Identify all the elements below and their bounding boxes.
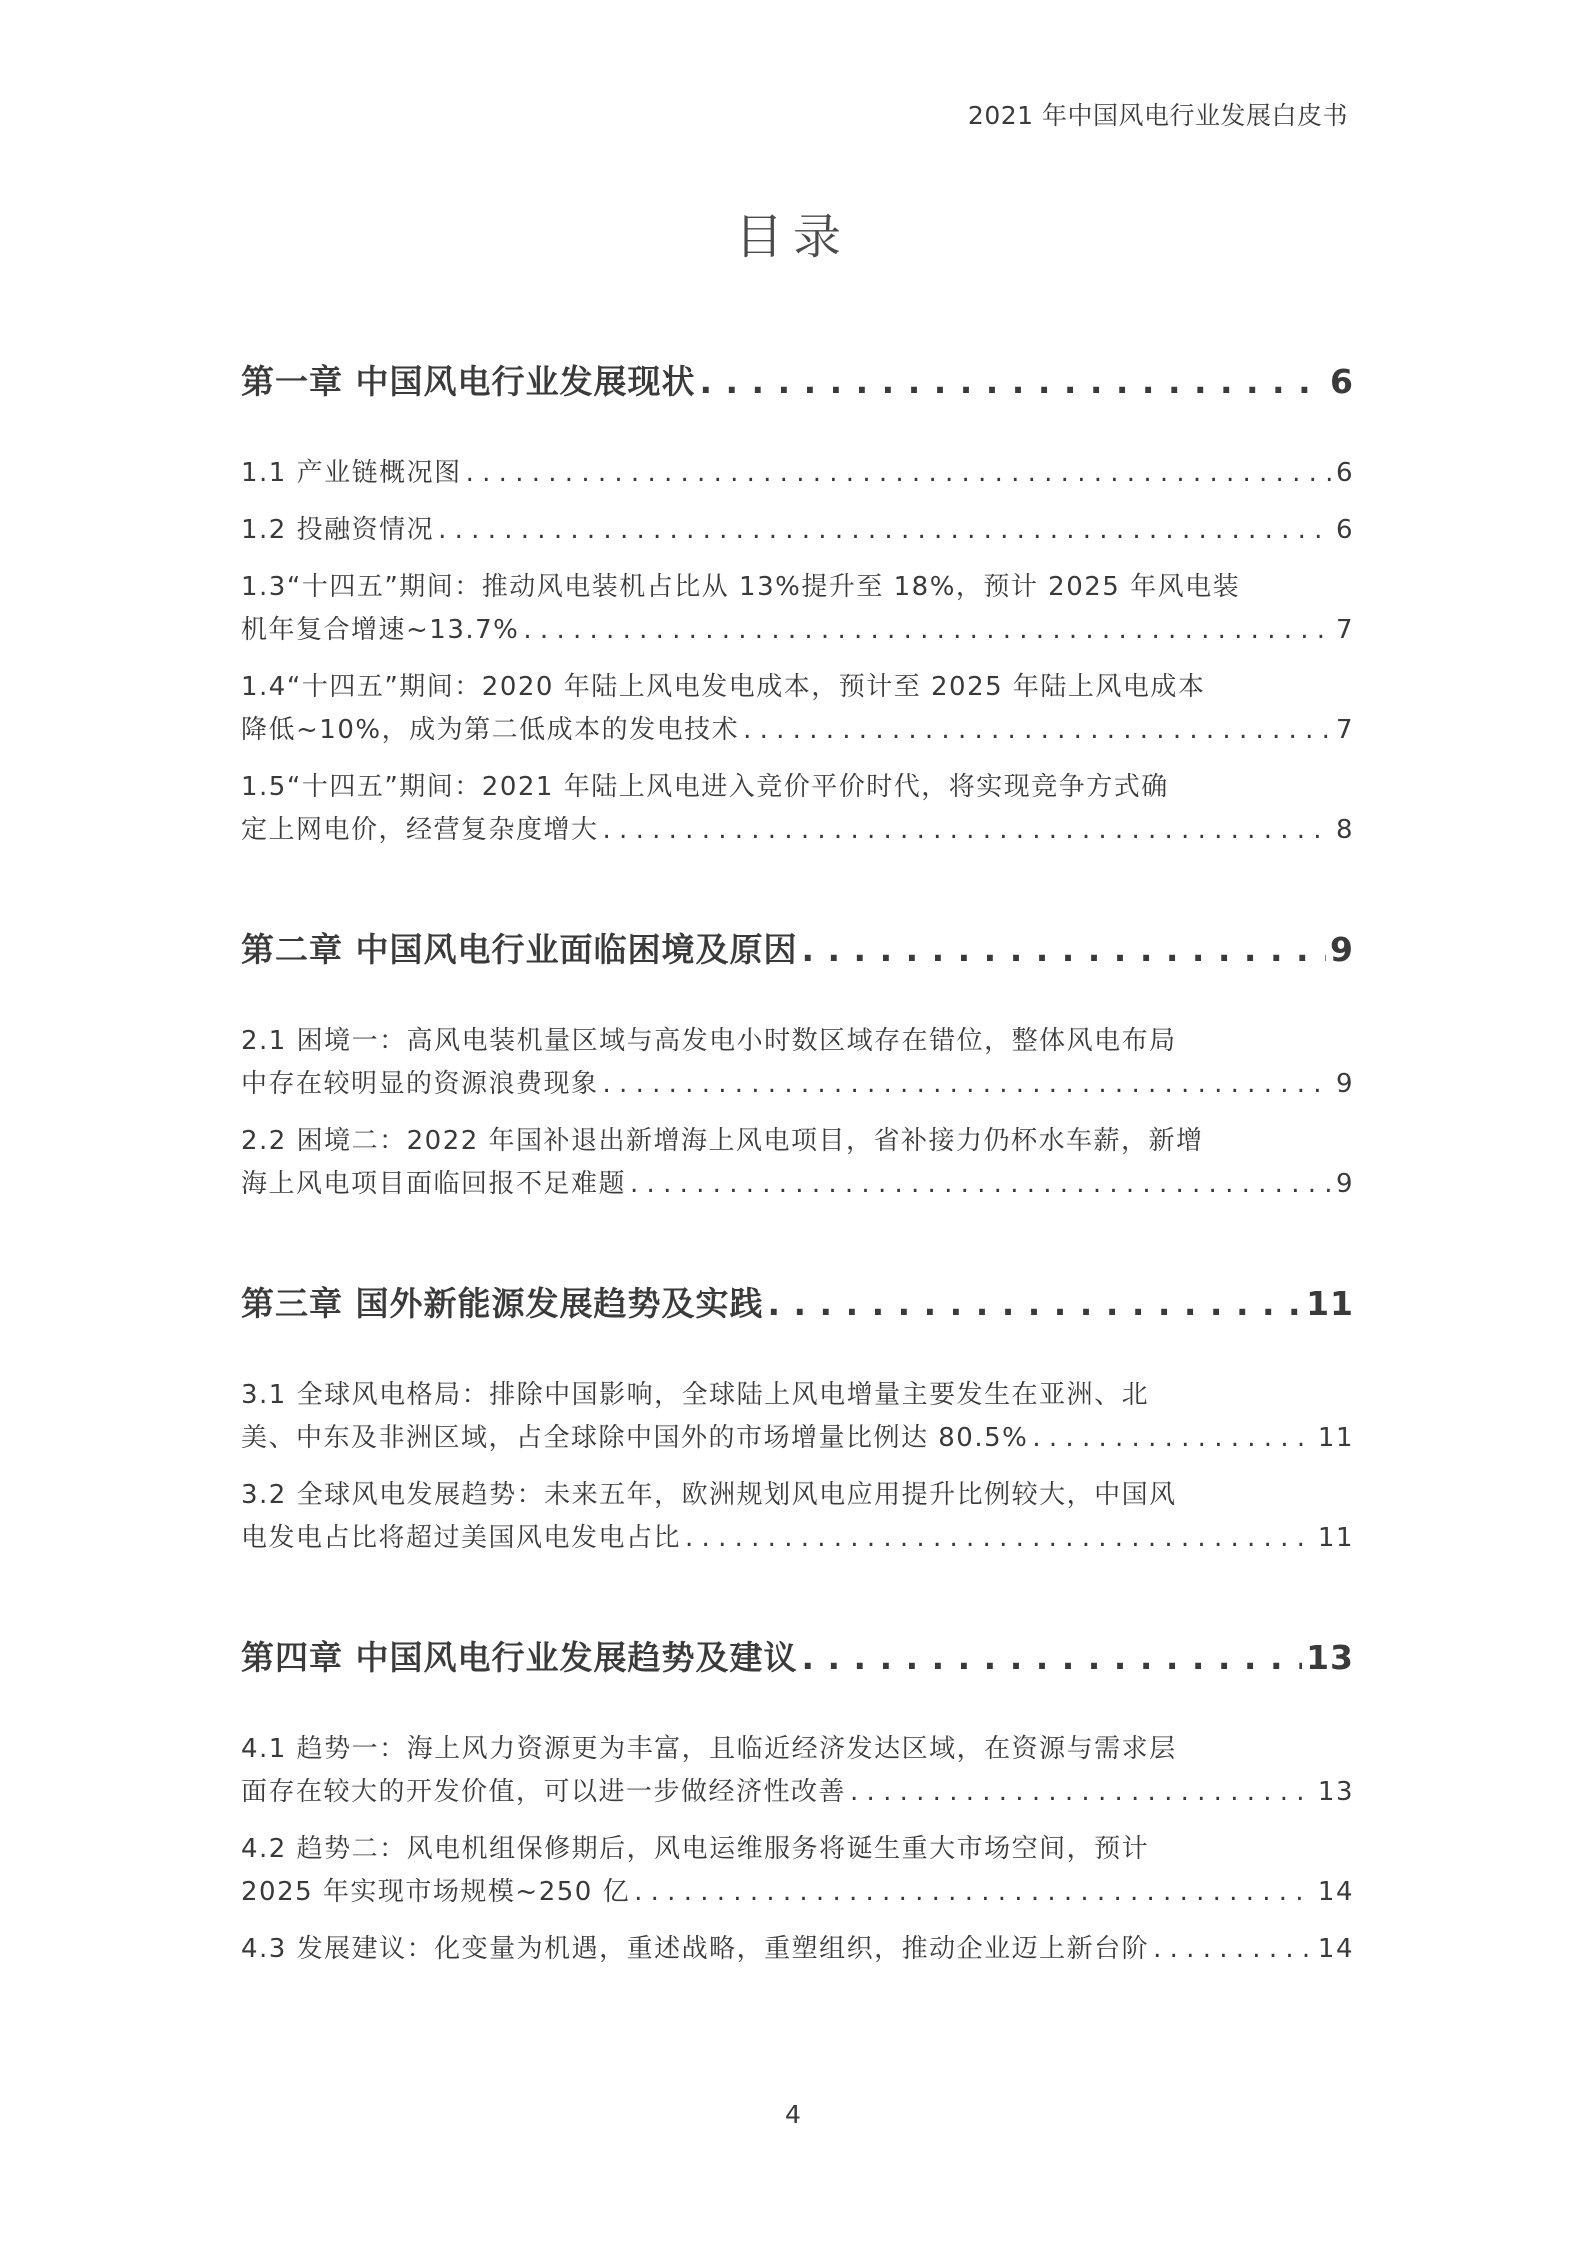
- chapter-page-number: 11: [1306, 1284, 1354, 1323]
- dot-leader: [700, 352, 1327, 412]
- running-header: 2021 年中国风电行业发展白皮书: [967, 101, 1348, 130]
- section-page-number: 8: [1335, 815, 1354, 845]
- section-title-line-1: 2.2 困境二：2022 年国补退出新增海上风电项目，省补接力仍杯水车薪，新增: [241, 1126, 1204, 1156]
- section-page-number: 11: [1317, 1523, 1354, 1553]
- page-title: 目录: [734, 209, 851, 265]
- dot-leader: [768, 1274, 1303, 1334]
- dot-leader: [743, 709, 1332, 752]
- toc-section[interactable]: [241, 509, 1354, 552]
- toc-section[interactable]: [241, 1474, 1354, 1560]
- dot-leader: [1153, 1928, 1314, 1971]
- section-title-line-2: 机年复合增速~13.7%: [241, 615, 520, 645]
- toc-section[interactable]: [241, 1928, 1354, 1971]
- section-title-line-1: 3.2 全球风电发展趋势：未来五年，欧洲规划风电应用提升比例较大，中国风: [241, 1480, 1177, 1510]
- chapter-title: 第二章 中国风电行业面临困境及原因: [241, 930, 798, 969]
- dot-leader: [802, 920, 1327, 980]
- toc-chapter-4: [241, 1628, 1354, 1971]
- section-title-line-2: 电发电占比将超过美国风电发电占比: [241, 1523, 682, 1553]
- toc-section[interactable]: [241, 452, 1354, 495]
- toc-chapter-3: [241, 1274, 1354, 1560]
- section-title-line-1: 3.1 全球风电格局：排除中国影响，全球陆上风电增量主要发生在亚洲、北: [241, 1380, 1150, 1410]
- dot-leader: [685, 1517, 1314, 1560]
- section-title-line-2: 面存在较大的开发价值，可以进一步做经济性改善: [241, 1777, 847, 1807]
- chapter-title: 第一章 中国风电行业发展现状: [241, 362, 696, 401]
- dot-leader: [634, 1871, 1314, 1914]
- dot-leader: [523, 609, 1332, 652]
- section-page-number: 11: [1317, 1423, 1354, 1453]
- chapter-page-number: 9: [1330, 930, 1354, 969]
- section-title-line-1: 1.4“十四五”期间：2020 年陆上风电发电成本，预计至 2025 年陆上风电成本: [241, 672, 1206, 702]
- dot-leader: [603, 1063, 1332, 1106]
- section-title: 4.3 发展建议：化变量为机遇，重述战略，重塑组织，推动企业迈上新台阶: [241, 1934, 1150, 1964]
- dot-leader: [438, 509, 1332, 552]
- section-title-line-2: 海上风电项目面临回报不足难题: [241, 1169, 627, 1199]
- dot-leader: [1032, 1417, 1314, 1460]
- toc-section[interactable]: [241, 1120, 1354, 1206]
- toc-section[interactable]: [241, 666, 1354, 752]
- section-page-number: 9: [1335, 1169, 1354, 1199]
- section-page-number: 7: [1335, 715, 1354, 745]
- section-title-line-1: 1.5“十四五”期间：2021 年陆上风电进入竞价平价时代，将实现竞争方式确: [241, 772, 1169, 802]
- section-title-line-1: 4.1 趋势一：海上风力资源更为丰富，且临近经济发达区域，在资源与需求层: [241, 1734, 1177, 1764]
- section-title-line-2: 定上网电价，经营复杂度增大: [241, 815, 599, 845]
- chapter-title: 第四章 中国风电行业发展趋势及建议: [241, 1638, 798, 1677]
- section-page-number: 6: [1335, 458, 1354, 488]
- toc-section[interactable]: [241, 1728, 1354, 1814]
- section-title: 1.1 产业链概况图: [241, 458, 462, 488]
- section-title-line-2: 2025 年实现市场规模~250 亿: [241, 1877, 631, 1907]
- toc-chapter-2: [241, 920, 1354, 1206]
- toc-section[interactable]: [241, 1828, 1354, 1914]
- chapter-page-number: 6: [1330, 362, 1354, 401]
- dot-leader: [802, 1628, 1303, 1688]
- table-of-contents: [241, 352, 1354, 1985]
- chapter-page-number: 13: [1306, 1638, 1354, 1677]
- section-page-number: 14: [1317, 1877, 1354, 1907]
- section-title-line-2: 降低~10%，成为第二低成本的发电技术: [241, 715, 740, 745]
- section-title-line-2: 美、中东及非洲区域，占全球除中国外的市场增量比例达 80.5%: [241, 1423, 1029, 1453]
- section-page-number: 14: [1317, 1934, 1354, 1964]
- page-number: 4: [785, 2100, 801, 2129]
- dot-leader: [603, 809, 1332, 852]
- chapter-entry[interactable]: [241, 1274, 1354, 1334]
- section-page-number: 9: [1335, 1069, 1354, 1099]
- dot-leader: [466, 452, 1332, 495]
- chapter-title: 第三章 国外新能源发展趋势及实践: [241, 1284, 764, 1323]
- section-page-number: 6: [1335, 515, 1354, 545]
- chapter-entry[interactable]: [241, 920, 1354, 980]
- toc-section[interactable]: [241, 766, 1354, 852]
- section-title: 1.2 投融资情况: [241, 515, 435, 545]
- dot-leader: [630, 1163, 1332, 1206]
- toc-chapter-1: [241, 352, 1354, 852]
- section-title-line-2: 中存在较明显的资源浪费现象: [241, 1069, 599, 1099]
- chapter-entry[interactable]: [241, 352, 1354, 412]
- toc-section[interactable]: [241, 1020, 1354, 1106]
- toc-section[interactable]: [241, 1374, 1354, 1460]
- dot-leader: [850, 1771, 1314, 1814]
- section-title-line-1: 2.1 困境一：高风电装机量区域与高发电小时数区域存在错位，整体风电布局: [241, 1026, 1177, 1056]
- toc-section[interactable]: [241, 566, 1354, 652]
- section-title-line-1: 1.3“十四五”期间：推动风电装机占比从 13%提升至 18%，预计 2025 年风电装: [241, 572, 1241, 602]
- section-page-number: 13: [1317, 1777, 1354, 1807]
- section-title-line-1: 4.2 趋势二：风电机组保修期后，风电运维服务将诞生重大市场空间，预计: [241, 1834, 1150, 1864]
- section-page-number: 7: [1335, 615, 1354, 645]
- chapter-entry[interactable]: [241, 1628, 1354, 1688]
